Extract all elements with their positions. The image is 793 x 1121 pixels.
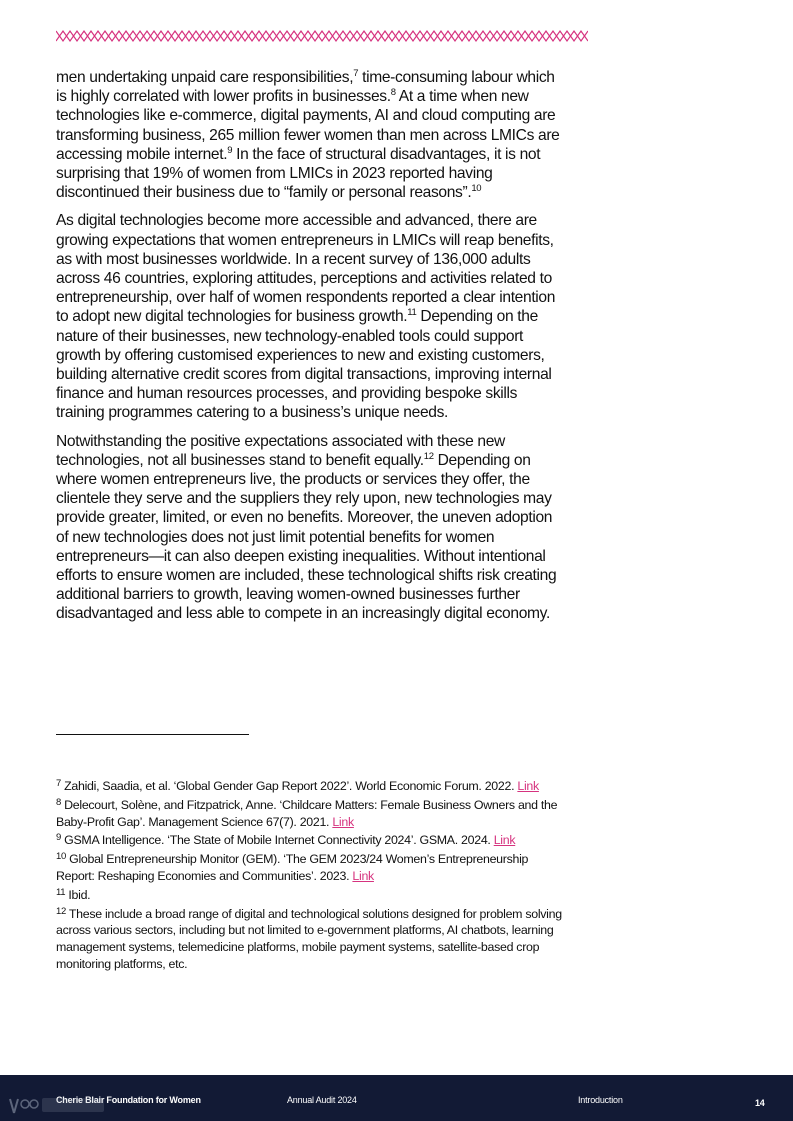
- page-number: 14: [755, 1098, 765, 1108]
- footnote-ref[interactable]: 10: [471, 183, 482, 195]
- footnote-number: 8: [56, 796, 61, 808]
- footnote-9: [56, 832, 568, 849]
- paragraph-3: [56, 432, 568, 624]
- footnote-ref[interactable]: 12: [423, 450, 434, 462]
- zigzag-divider-icon: [56, 28, 588, 44]
- footnote-link[interactable]: Link: [352, 868, 374, 883]
- footnote-7: [56, 778, 568, 795]
- paragraph-text: time-consuming labour which is highly correlated with lower profits in businesses.: [56, 69, 555, 106]
- footnote-number: 10: [56, 851, 66, 863]
- footnote-ref[interactable]: 11: [407, 307, 417, 319]
- footer-organization: Cherie Blair Foundation for Women: [56, 1095, 201, 1105]
- footnote-number: 7: [56, 778, 61, 789]
- watermark-logo-icon: [8, 1093, 108, 1117]
- paragraph-text: As digital technologies become more accessible and advanced, there are growing expectations that women entrepreneurs in LMICs will reap benefits, as with most businesses worldwide. In a recent survey of 136,000 adults across 46 countries, exploring attitudes, perceptions and activities related to entrepreneurship, over half of women respondents reported a clear intention to adopt new digital technologies for business growth.: [56, 212, 556, 326]
- footnote-number: 9: [56, 832, 61, 844]
- paragraph-text: In the face of structural disadvantages, it is not surprising that 19% of women from LMICs in 2023 reported having discontinued their business due to “family or personal reasons”.: [56, 145, 541, 202]
- footnote-link[interactable]: Link: [493, 833, 516, 848]
- footer-section: Introduction: [578, 1095, 623, 1105]
- footnotes: [56, 778, 568, 975]
- paragraph-text: Notwithstanding the positive expectations associated with these new technologies, not all businesses stand to benefit equally.: [56, 432, 505, 469]
- footnote-text: GSMA Intelligence. ‘The State of Mobile Internet Connectivity 2024’. GSMA. 2024.: [60, 833, 494, 848]
- footnote-text: Zahidi, Saadia, et al. ‘Global Gender Gap Report 2022’. World Economic Forum. 2022.: [60, 779, 518, 793]
- paragraph-2: [56, 211, 568, 422]
- paragraph-text: At a time when new technologies like e-commerce, digital payments, AI and cloud computing are transforming business, 265 million fewer women than men across LMICs are accessing mobile internet.: [56, 88, 560, 163]
- paragraph-text: Depending on the nature of their businesses, new technology-enabled tools could support growth by offering customised experiences to new and existing customers, building alternative credit scores from digital transactions, improving internal finance and human resources processes, and providing bespoke skills training programmes catering to a business’s unique needs.: [56, 308, 552, 422]
- page-footer: [0, 1075, 793, 1121]
- paragraph-1: [56, 68, 568, 202]
- footnote-number: 11: [56, 886, 66, 898]
- footnote-10: [56, 851, 568, 885]
- footnote-8: [56, 797, 568, 831]
- footnote-divider: [56, 734, 249, 735]
- footnote-ref[interactable]: 8: [390, 87, 396, 99]
- footnote-text: These include a broad range of digital and technological solutions designed for problem solving across various sectors, including but not limited to e-government platforms, AI chatbots, learning management systems, telemedicine platforms, mobile payment systems, satellite-based crop monitoring platforms, etc.: [56, 906, 562, 971]
- footnote-ref[interactable]: 7: [353, 68, 359, 79]
- footnote-link[interactable]: Link: [332, 814, 354, 829]
- paragraph-text: Depending on where women entrepreneurs live, the products or services they offer, the clientele they serve and the suppliers they rely upon, new technologies may provide greater, limited, or even no benefits. Moreover, the uneven adoption of new technologies does not just limit potential benefits for women entrepreneurs—it can also deepen existing inequalities. Without intentional efforts to ensure women are included, these technological shifts risk creating additional barriers to growth, leaving women-owned businesses further disadvantaged and less able to compete in an increasingly digital economy.: [56, 451, 557, 623]
- footnote-11: [56, 887, 568, 904]
- footnote-text: Global Entrepreneurship Monitor (GEM). ‘The GEM 2023/24 Women’s Entrepreneurship Report: Reshaping Economies and Communities’. 2023.: [56, 852, 529, 883]
- footnote-link[interactable]: Link: [517, 779, 539, 793]
- footnote-text: Ibid.: [65, 887, 91, 902]
- footnote-number: 12: [56, 905, 66, 917]
- paragraph-text: men undertaking unpaid care responsibilities,: [56, 69, 354, 86]
- footnote-ref[interactable]: 9: [227, 144, 233, 156]
- footnote-text: Delecourt, Solène, and Fitzpatrick, Anne. ‘Childcare Matters: Female Business Owners and the Baby-Profit Gap’. Management Science 67(7). 2021.: [56, 797, 558, 829]
- body-text: [56, 68, 568, 633]
- footnote-12: [56, 906, 568, 973]
- footer-document-title: Annual Audit 2024: [287, 1095, 357, 1105]
